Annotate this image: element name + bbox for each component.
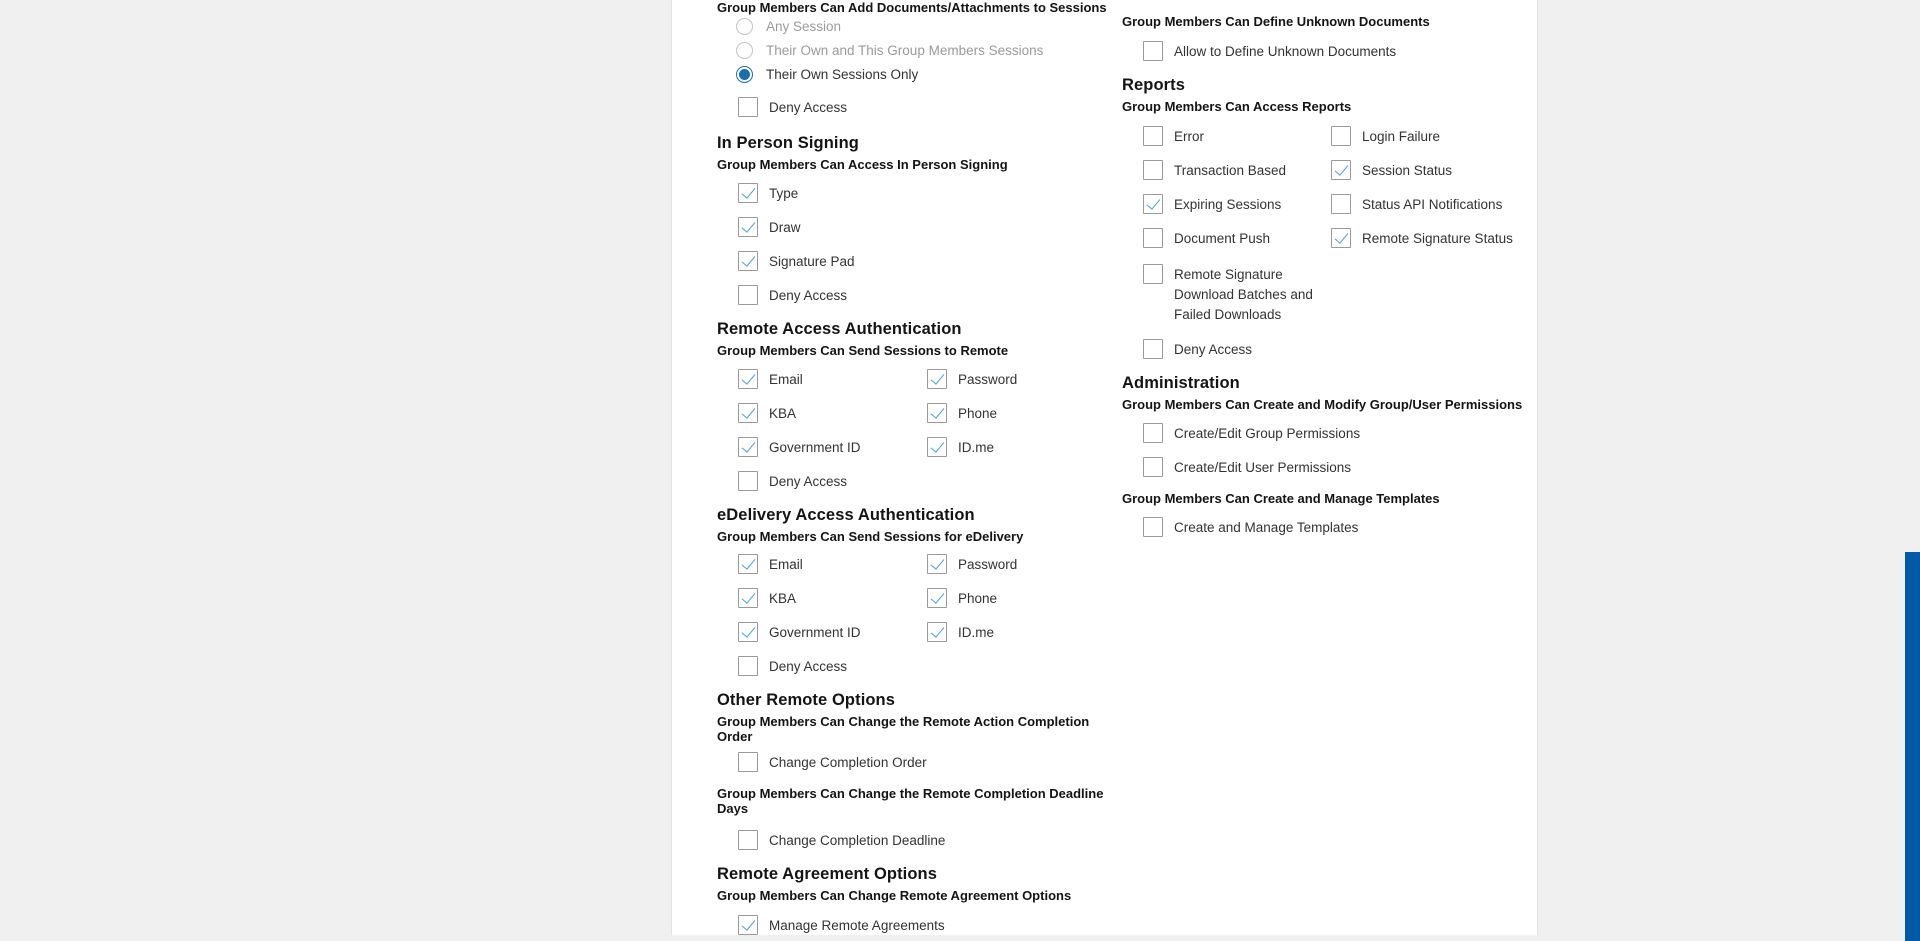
checkbox-edelivery-kba[interactable] — [738, 588, 758, 608]
checkbox-row-edelivery-password — [906, 554, 1119, 574]
checkbox-remote-kba[interactable] — [738, 403, 758, 423]
checkbox-create-manage-templates[interactable] — [1143, 517, 1163, 537]
checkbox-label-in-person-deny[interactable]: Deny Access — [769, 287, 848, 303]
checkbox-label-remote-kba[interactable]: KBA — [769, 405, 797, 421]
checkbox-label-edelivery-email[interactable]: Email — [769, 556, 803, 572]
checkbox-row-remote-password — [906, 369, 1119, 389]
checkbox-row-edelivery-idme — [906, 622, 1119, 642]
checkbox-document-push[interactable] — [1143, 228, 1163, 248]
checkbox-row-edelivery-kba — [717, 588, 906, 608]
right-column — [1122, 0, 1524, 551]
checkbox-remote-deny[interactable] — [738, 471, 758, 491]
section-heading-completion-deadline: Group Members Can Change the Remote Completion Deadline Days — [717, 786, 1104, 816]
radio-row-own-only — [717, 66, 1119, 83]
section-heading-remote-auth: Group Members Can Send Sessions to Remote — [717, 343, 1009, 358]
checkbox-row-change-completion-order — [717, 752, 1119, 772]
checkbox-edelivery-gov-id[interactable] — [738, 622, 758, 642]
checkbox-remote-phone[interactable] — [927, 403, 947, 423]
radio-own-only[interactable] — [736, 66, 753, 83]
checkbox-row-edelivery-phone — [906, 588, 1119, 608]
checkbox-label-remote-gov-id[interactable]: Government ID — [769, 439, 861, 455]
checkbox-edelivery-idme[interactable] — [927, 622, 947, 642]
checkbox-download-batches[interactable] — [1143, 264, 1163, 284]
radio-label-any-session: Any Session — [766, 19, 842, 34]
checkbox-label-remote-phone[interactable]: Phone — [958, 405, 998, 421]
checkbox-label-remote-email[interactable]: Email — [769, 371, 803, 387]
checkbox-label-add-documents-deny[interactable]: Deny Access — [769, 99, 848, 115]
checkbox-label-type[interactable]: Type — [769, 185, 799, 201]
radio-label-own-and-group: Their Own and This Group Members Sessions — [766, 43, 1044, 58]
section-heading-completion-order: Group Members Can Change the Remote Action Completion Order — [717, 714, 1090, 744]
checkbox-row-remote-idme — [906, 437, 1119, 457]
section-heading-add-documents: Group Members Can Add Documents/Attachments to Sessions — [717, 0, 1107, 15]
section-heading-access-reports: Group Members Can Access Reports — [1122, 99, 1352, 114]
checkbox-label-manage-remote-agreements[interactable]: Manage Remote Agreements — [769, 917, 945, 933]
section-title-edelivery: eDelivery Access Authentication — [717, 506, 975, 524]
radio-label-own-only[interactable]: Their Own Sessions Only — [766, 67, 919, 82]
section-title-remote-auth: Remote Access Authentication — [717, 320, 962, 338]
checkbox-list-permissions — [1122, 423, 1524, 477]
checkbox-label-change-completion-order[interactable]: Change Completion Order — [769, 754, 927, 770]
checkbox-label-transaction-based[interactable]: Transaction Based — [1174, 162, 1287, 178]
checkbox-row-allow-unknown-docs — [1122, 41, 1524, 61]
checkbox-create-edit-user-permissions[interactable] — [1143, 457, 1163, 477]
checkbox-label-allow-unknown-docs[interactable]: Allow to Define Unknown Documents — [1174, 43, 1397, 59]
checkbox-create-edit-group-permissions[interactable] — [1143, 423, 1163, 443]
checkbox-edelivery-email[interactable] — [738, 554, 758, 574]
checkbox-label-signature-pad[interactable]: Signature Pad — [769, 253, 855, 269]
checkbox-change-completion-deadline[interactable] — [738, 830, 758, 850]
permissions-panel — [671, 0, 1538, 935]
checkbox-label-status-api-notifications[interactable]: Status API Notifications — [1362, 196, 1503, 212]
checkbox-label-remote-idme[interactable]: ID.me — [958, 439, 995, 455]
checkbox-row-create-edit-group-permissions — [1122, 423, 1524, 443]
checkbox-row-document-push — [1122, 228, 1310, 248]
section-heading-remote-agreement: Group Members Can Change Remote Agreement Options — [717, 888, 1072, 903]
checkbox-remote-gov-id[interactable] — [738, 437, 758, 457]
checkbox-label-session-status[interactable]: Session Status — [1362, 162, 1453, 178]
checkbox-error[interactable] — [1143, 126, 1163, 146]
radio-group-add-documents — [717, 18, 1119, 83]
checkbox-label-login-failure[interactable]: Login Failure — [1362, 128, 1441, 144]
checkbox-remote-email[interactable] — [738, 369, 758, 389]
checkbox-remote-idme[interactable] — [927, 437, 947, 457]
checkbox-edelivery-phone[interactable] — [927, 588, 947, 608]
checkbox-edelivery-password[interactable] — [927, 554, 947, 574]
checkbox-label-edelivery-password[interactable]: Password — [958, 556, 1018, 572]
checkbox-label-edelivery-phone[interactable]: Phone — [958, 590, 998, 606]
checkbox-label-expiring-sessions[interactable]: Expiring Sessions — [1174, 196, 1282, 212]
checkbox-reports-deny[interactable] — [1143, 339, 1163, 359]
checkbox-label-download-batches[interactable]: Remote Signature Download Batches and Failed Downloads — [1174, 267, 1313, 322]
left-column — [717, 0, 1119, 941]
checkbox-transaction-based[interactable] — [1143, 160, 1163, 180]
checkbox-in-person-deny[interactable] — [738, 285, 758, 305]
checkbox-label-draw[interactable]: Draw — [769, 219, 801, 235]
checkbox-label-remote-signature-status[interactable]: Remote Signature Status — [1362, 230, 1513, 246]
section-heading-modify-permissions: Group Members Can Create and Modify Group/User Permissions — [1122, 397, 1523, 412]
checkbox-row-session-status — [1310, 160, 1524, 180]
radio-own-and-group — [736, 42, 753, 59]
checkbox-row-create-manage-templates — [1122, 517, 1524, 537]
radio-row-any-session — [717, 18, 1119, 35]
checkbox-remote-password[interactable] — [927, 369, 947, 389]
checkbox-session-status[interactable] — [1331, 160, 1351, 180]
checkbox-label-document-push[interactable]: Document Push — [1174, 230, 1271, 246]
checkbox-label-remote-password[interactable]: Password — [958, 371, 1018, 387]
checkbox-edelivery-deny[interactable] — [738, 656, 758, 676]
checkbox-label-edelivery-deny[interactable]: Deny Access — [769, 658, 848, 674]
checkbox-label-remote-deny[interactable]: Deny Access — [769, 473, 848, 489]
checkbox-label-create-edit-group-permissions[interactable]: Create/Edit Group Permissions — [1174, 425, 1361, 441]
checkbox-row-create-edit-user-permissions — [1122, 457, 1524, 477]
checkbox-row-edelivery-deny — [717, 656, 1119, 676]
checkbox-status-api-notifications[interactable] — [1331, 194, 1351, 214]
checkbox-label-change-completion-deadline[interactable]: Change Completion Deadline — [769, 832, 946, 848]
checkbox-label-create-manage-templates[interactable]: Create and Manage Templates — [1174, 519, 1359, 535]
checkbox-grid-edelivery — [717, 554, 1119, 656]
checkbox-label-reports-deny[interactable]: Deny Access — [1174, 341, 1253, 357]
checkbox-row-in-person-deny — [717, 285, 1119, 305]
checkbox-signature-pad[interactable] — [738, 251, 758, 271]
radio-any-session — [736, 18, 753, 35]
section-heading-in-person-access: Group Members Can Access In Person Signing — [717, 157, 1008, 172]
checkbox-row-remote-phone — [906, 403, 1119, 423]
checkbox-label-edelivery-idme[interactable]: ID.me — [958, 624, 995, 640]
checkbox-row-remote-email — [717, 369, 906, 389]
checkbox-draw[interactable] — [738, 217, 758, 237]
checkbox-label-error[interactable]: Error — [1174, 128, 1204, 144]
radio-row-own-and-group — [717, 42, 1119, 59]
checkbox-row-transaction-based — [1122, 160, 1310, 180]
checkbox-row-type — [717, 183, 1119, 203]
checkbox-add-documents-deny[interactable] — [738, 97, 758, 117]
checkbox-manage-remote-agreements[interactable] — [738, 915, 758, 935]
checkbox-remote-signature-status[interactable] — [1331, 228, 1351, 248]
checkbox-row-signature-pad — [717, 251, 1119, 271]
checkbox-login-failure[interactable] — [1331, 126, 1351, 146]
checkbox-row-add-documents-deny — [717, 97, 1119, 117]
section-title-reports: Reports — [1122, 76, 1186, 94]
checkbox-type[interactable] — [738, 183, 758, 203]
checkbox-row-edelivery-email — [717, 554, 906, 574]
checkbox-label-edelivery-gov-id[interactable]: Government ID — [769, 624, 861, 640]
checkbox-row-login-failure — [1310, 126, 1524, 146]
checkbox-grid-remote-auth — [717, 369, 1119, 471]
checkbox-row-manage-remote-agreements — [717, 915, 1119, 935]
checkbox-row-expiring-sessions — [1122, 194, 1310, 214]
checkbox-label-create-edit-user-permissions[interactable]: Create/Edit User Permissions — [1174, 459, 1352, 475]
section-heading-manage-templates: Group Members Can Create and Manage Templates — [1122, 491, 1440, 506]
checkbox-row-reports-deny — [1122, 339, 1524, 359]
section-title-in-person-signing: In Person Signing — [717, 134, 859, 152]
section-title-other-remote: Other Remote Options — [717, 691, 896, 709]
checkbox-row-error — [1122, 126, 1310, 146]
checkbox-expiring-sessions[interactable] — [1143, 194, 1163, 214]
checkbox-row-remote-signature-status — [1310, 228, 1524, 248]
section-title-remote-agreement: Remote Agreement Options — [717, 865, 937, 883]
checkbox-row-download-batches — [1122, 264, 1524, 325]
checkbox-row-remote-deny — [717, 471, 1119, 491]
checkbox-change-completion-order[interactable] — [738, 752, 758, 772]
checkbox-row-remote-kba — [717, 403, 906, 423]
checkbox-label-edelivery-kba[interactable]: KBA — [769, 590, 797, 606]
checkbox-grid-reports — [1122, 126, 1524, 262]
checkbox-row-status-api-notifications — [1310, 194, 1524, 214]
section-heading-edelivery: Group Members Can Send Sessions for eDelivery — [717, 529, 1024, 544]
checkbox-row-change-completion-deadline — [717, 830, 1119, 850]
checkbox-row-remote-gov-id — [717, 437, 906, 457]
section-title-administration: Administration — [1122, 374, 1240, 392]
section-heading-unknown-docs: Group Members Can Define Unknown Documents — [1122, 14, 1430, 29]
checkbox-list-in-person — [717, 183, 1119, 305]
checkbox-allow-unknown-docs[interactable] — [1143, 41, 1163, 61]
scrollbar-thumb[interactable] — [1905, 552, 1920, 941]
checkbox-row-edelivery-gov-id — [717, 622, 906, 642]
checkbox-row-draw — [717, 217, 1119, 237]
